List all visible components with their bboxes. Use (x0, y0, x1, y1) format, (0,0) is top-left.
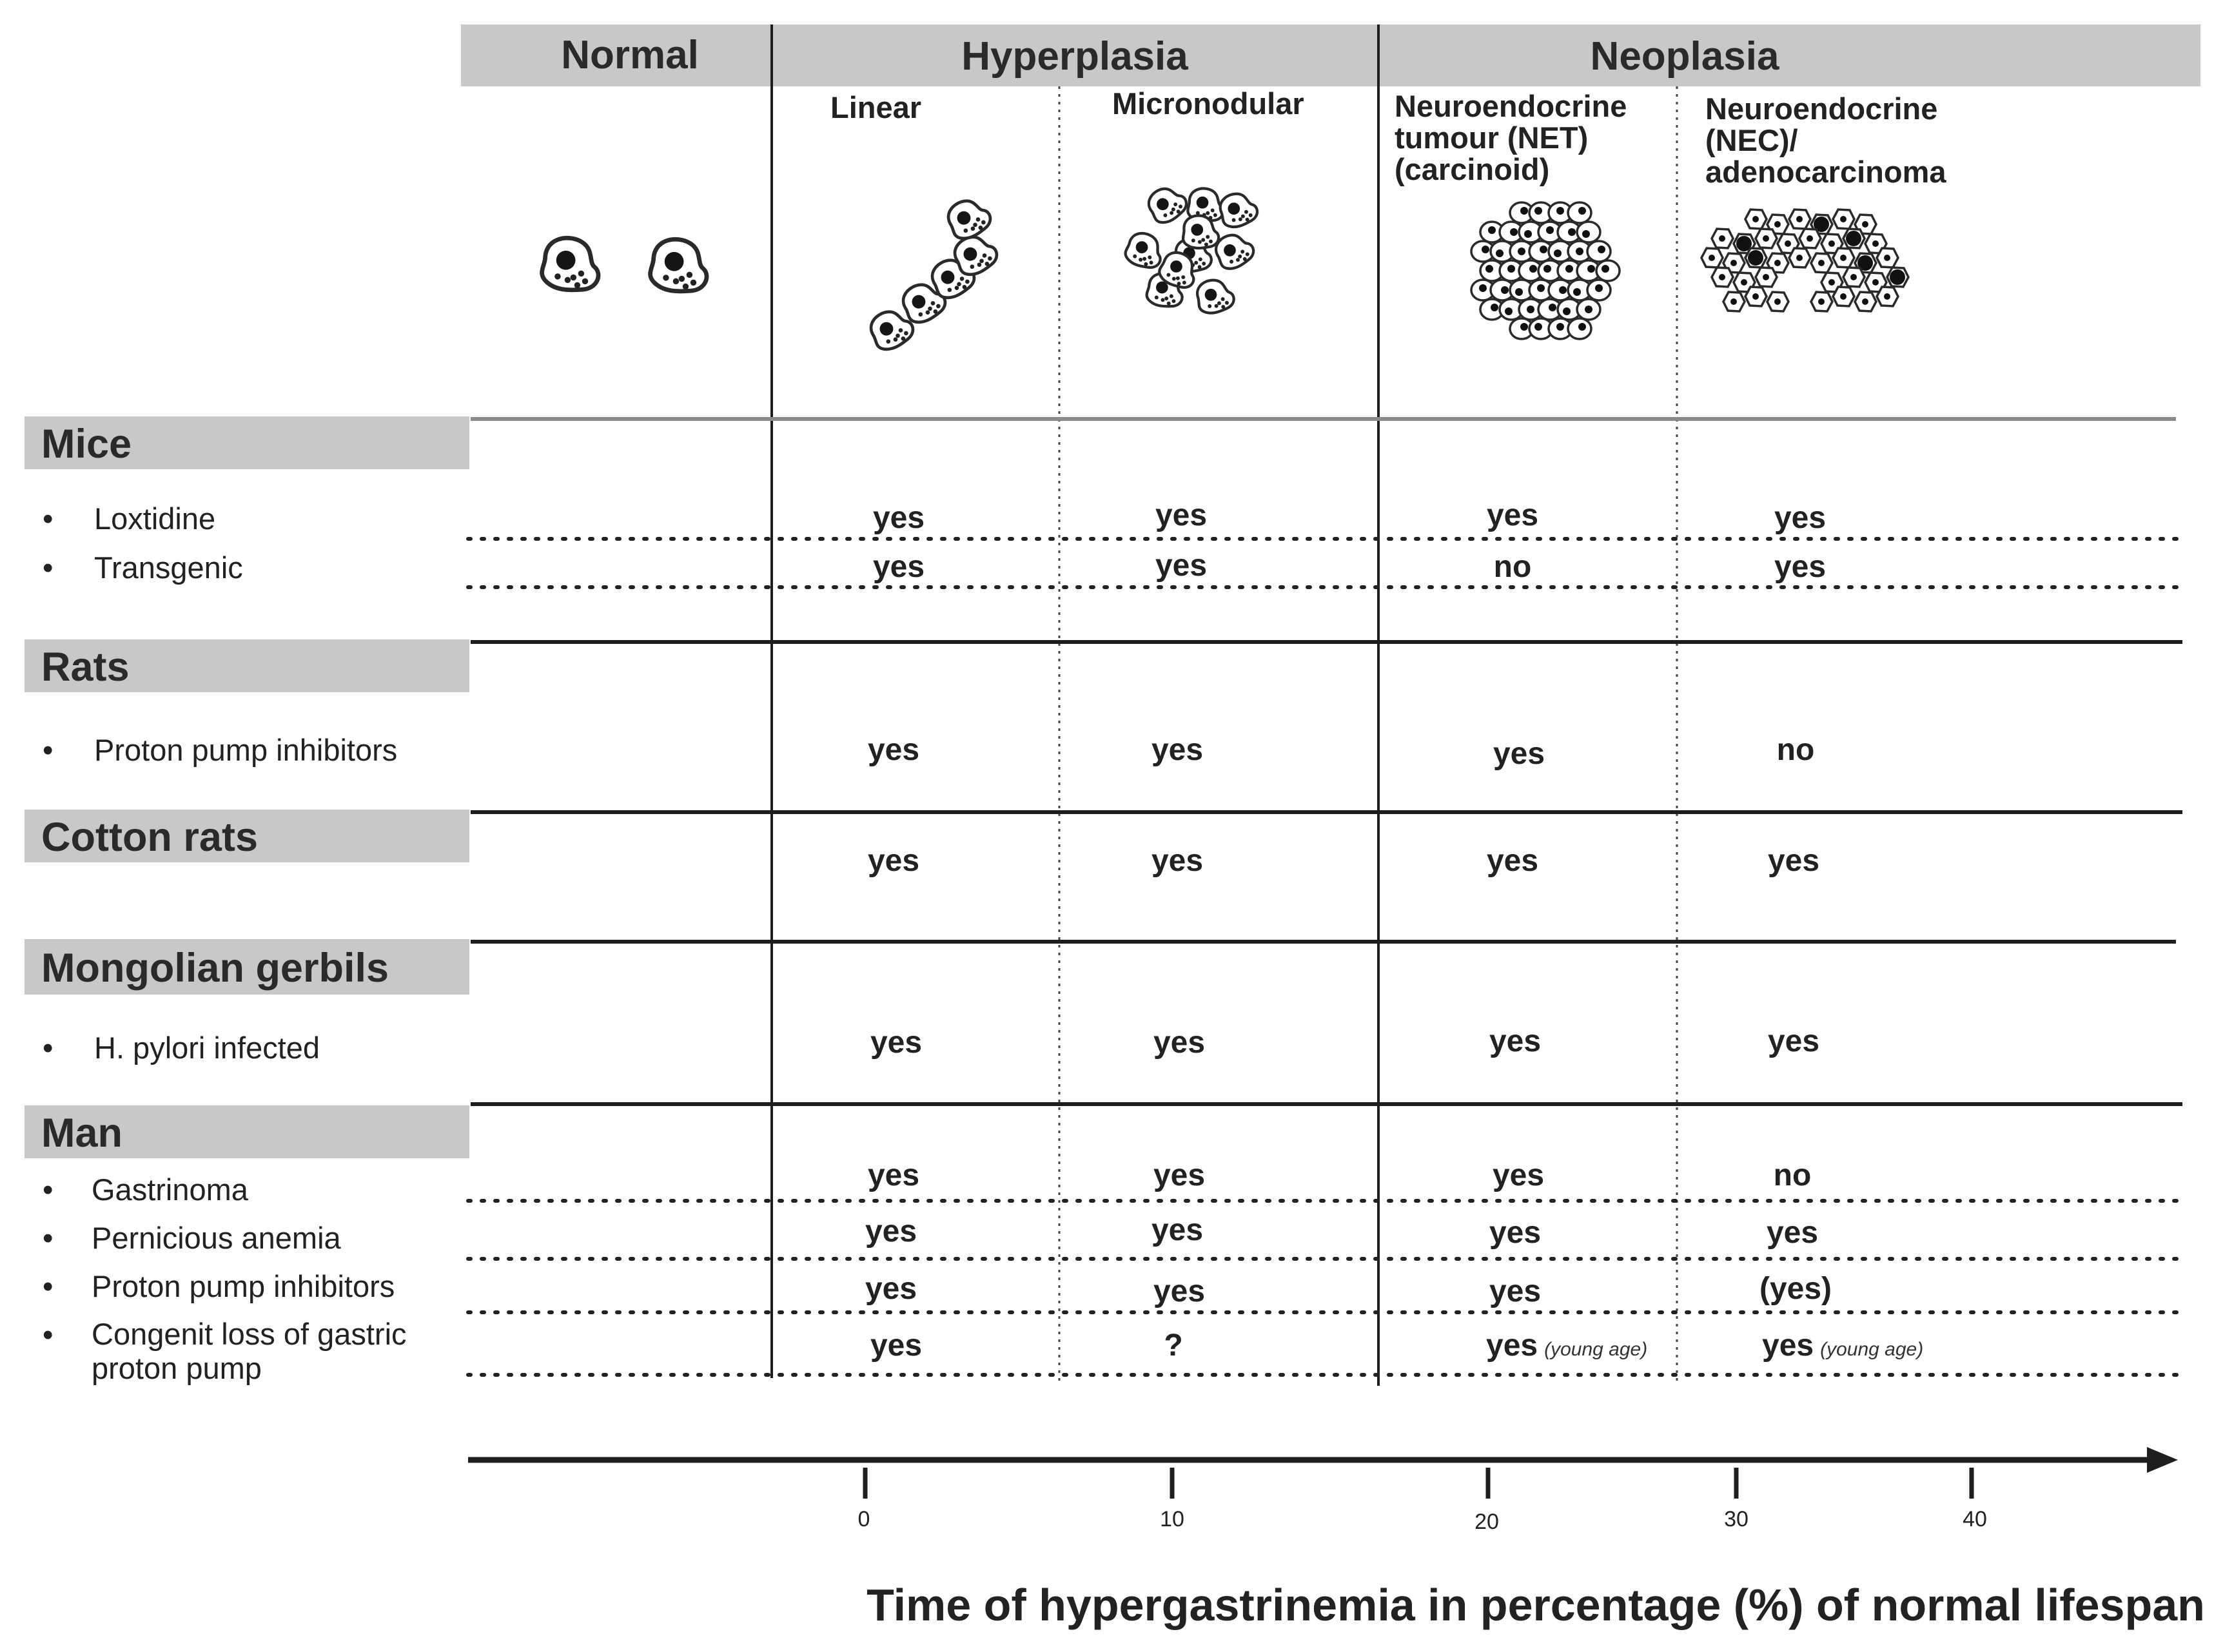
net-cell-nucleus (1556, 207, 1564, 215)
nec-cell-nucleus (1818, 298, 1825, 305)
cell-transgenic-linear: yes (872, 550, 925, 584)
nec-cell-nucleus (1884, 293, 1890, 300)
row-bullet-transgenic: • (43, 550, 54, 585)
nec-cell-nucleus (1719, 235, 1725, 242)
group-title-mice: Mice (41, 422, 132, 467)
cell-congenital-net-note: (young age) (1544, 1339, 1648, 1360)
cell-cotton-net: yes (1486, 844, 1539, 878)
net-cell-nucleus (1488, 226, 1496, 234)
net-cell-nucleus (1518, 248, 1525, 255)
cell-transgenic-net: no (1493, 550, 1532, 584)
cell-pernicious-linear: yes (865, 1214, 917, 1249)
net-cell-nucleus (1534, 323, 1542, 331)
tick-label-30: 30 (1724, 1507, 1749, 1531)
row-label-gastrinoma: Gastrinoma (92, 1172, 248, 1207)
header-neoplasia: Neoplasia (1590, 34, 1779, 79)
nec-cell-nucleus (1785, 240, 1791, 247)
nec-cell-nucleus (1774, 260, 1781, 266)
net-cell-nucleus (1576, 248, 1583, 255)
nec-cell-nucleus (1763, 274, 1769, 280)
cell-congenital-net (1486, 1328, 1647, 1363)
cell-hpylori-nec: yes (1767, 1024, 1820, 1058)
net-cell-nucleus (1527, 306, 1534, 313)
axis-arrowhead (2147, 1447, 2178, 1473)
nec-cell-nucleus (1890, 269, 1905, 285)
cell-cotton-linear: yes (867, 844, 920, 878)
cell-rats-ppi-net: yes (1493, 737, 1545, 771)
net-cluster-illustration (1471, 202, 1620, 339)
row-label-congenital-line-1: Congenit loss of gastric (92, 1317, 407, 1351)
nec-cell-nucleus (1840, 255, 1847, 261)
row-label-hpylori: H. pylori infected (94, 1031, 320, 1065)
row-bullet-pernicious: • (43, 1221, 54, 1255)
row-bullet-hpylori: • (43, 1031, 54, 1065)
cell-rats-ppi-micronodular: yes (1151, 733, 1204, 767)
nec-cell-nucleus (1846, 231, 1861, 246)
nec-cell-nucleus (1719, 274, 1725, 280)
net-cell-nucleus (1507, 265, 1515, 273)
net-cell-nucleus (1482, 246, 1489, 253)
subheader-micronodular: Micronodular (1112, 86, 1304, 121)
net-cell-nucleus (1565, 265, 1573, 273)
net-cell-nucleus (1529, 265, 1537, 273)
net-cell-nucleus (1491, 304, 1498, 311)
cell-congenital-linear: yes (870, 1328, 923, 1363)
nec-cell-nucleus (1828, 240, 1835, 247)
cell-man-ppi-micronodular: yes (1153, 1274, 1206, 1308)
cell-gastrinoma-micronodular: yes (1153, 1158, 1206, 1192)
net-cell-nucleus (1534, 207, 1542, 215)
cell-rats-ppi-nec: no (1776, 733, 1815, 767)
nec-cell-nucleus (1741, 279, 1747, 286)
net-cell-nucleus (1515, 288, 1523, 296)
row-label-loxtidine: • (43, 501, 54, 536)
cell-gastrinoma-net: yes (1492, 1158, 1545, 1192)
row-label-rats-ppi: Proton pump inhibitors (94, 733, 398, 767)
endocrine-cell (1195, 277, 1236, 315)
cell-rats-ppi-linear: yes (867, 733, 920, 767)
net-cell-nucleus (1554, 249, 1562, 257)
endocrine-cell (1217, 189, 1260, 230)
header-normal: Normal (561, 33, 699, 77)
endocrine-cell (1144, 181, 1191, 227)
cell-transgenic-nec: yes (1774, 550, 1827, 584)
subheader-net-line-1: Neuroendocrine (1395, 89, 1627, 123)
subheader-linear: Linear (830, 90, 922, 124)
net-cell-nucleus (1479, 284, 1487, 292)
net-cell-nucleus (1559, 286, 1567, 294)
nec-cell-nucleus (1730, 260, 1737, 266)
cell-congenital-nec (1762, 1328, 1923, 1363)
cell-cotton-micronodular: yes (1151, 844, 1204, 878)
net-cell-nucleus (1563, 307, 1571, 315)
net-cell-nucleus (1537, 284, 1545, 292)
cell-pernicious-micronodular: yes (1151, 1213, 1204, 1247)
nec-cell-nucleus (1840, 293, 1847, 300)
cell-loxtidine-net: yes (1486, 498, 1539, 532)
net-cell-nucleus (1501, 286, 1509, 294)
cell-loxtidine-micronodular: yes (1155, 498, 1208, 532)
net-cell-nucleus (1540, 246, 1547, 253)
nec-cell-nucleus (1763, 235, 1769, 242)
cell-man-ppi-net: yes (1489, 1274, 1542, 1308)
net-cell-nucleus (1598, 246, 1605, 253)
tick-label-0: 0 (857, 1507, 870, 1531)
group-title-gerbils: Mongolian gerbils (41, 946, 389, 991)
cell-pernicious-nec: yes (1766, 1216, 1819, 1250)
row-label-congenital-line-2: proton pump (92, 1351, 262, 1385)
cell-man-ppi-linear: yes (865, 1272, 917, 1306)
subheader-nec (1705, 93, 1946, 188)
subheader-nec-line-1: Neuroendocrine (1705, 92, 1938, 126)
cell-pernicious-net: yes (1489, 1216, 1542, 1250)
nec-cell-nucleus (1862, 221, 1868, 228)
net-cell-nucleus (1587, 265, 1595, 273)
net-cell-nucleus (1520, 323, 1528, 331)
nec-cell-nucleus (1796, 216, 1803, 222)
endocrine-cell (540, 234, 604, 295)
net-cell-nucleus (1524, 230, 1532, 238)
net-cell-nucleus (1585, 306, 1592, 313)
normal-cells-illustration (540, 234, 712, 296)
net-cell-nucleus (1573, 288, 1581, 296)
nec-cell-nucleus (1730, 298, 1737, 305)
linear-hyperplasia-illustration (866, 193, 1001, 354)
nec-cell-nucleus (1862, 298, 1868, 305)
subheader-net-line-3: (carcinoid) (1395, 152, 1550, 186)
endocrine-cell (943, 193, 995, 243)
net-cell-nucleus (1578, 323, 1586, 331)
cell-hpylori-net: yes (1489, 1024, 1542, 1058)
nec-cell-nucleus (1840, 216, 1847, 222)
tick-label-40: 40 (1963, 1507, 1987, 1531)
nec-cell-nucleus (1850, 274, 1857, 280)
nec-cell-nucleus (1709, 255, 1715, 261)
row-bullet-rats-ppi: • (43, 733, 54, 767)
cell-loxtidine-linear: yes (872, 501, 925, 535)
nec-cell-nucleus (1774, 298, 1781, 305)
subheader-net-line-2: tumour (NET) (1395, 121, 1589, 155)
cell-man-ppi-nec: (yes) (1759, 1272, 1832, 1306)
net-cell-nucleus (1549, 304, 1556, 311)
nec-cell-nucleus (1818, 260, 1825, 266)
row-bullet-gastrinoma: • (43, 1172, 54, 1207)
net-cell-nucleus (1510, 228, 1518, 236)
cell-transgenic-micronodular: yes (1155, 549, 1208, 583)
net-cell-nucleus (1520, 207, 1528, 215)
nec-cell-nucleus (1748, 250, 1763, 266)
cell-hpylori-linear: yes (870, 1025, 923, 1060)
nec-cell-nucleus (1807, 235, 1813, 242)
cell-gastrinoma-linear: yes (867, 1158, 920, 1192)
cell-gastrinoma-nec: no (1773, 1158, 1812, 1192)
header-hyperplasia: Hyperplasia (961, 34, 1188, 79)
axis-title: Time of hypergastrinemia in percentage (%) of normal lifespan (867, 1580, 2205, 1630)
cell-congenital-net-value: yes (1486, 1328, 1538, 1363)
nec-cell-nucleus (1884, 255, 1890, 261)
cell-hpylori-micronodular: yes (1153, 1025, 1206, 1060)
subheader-nec-line-2: (NEC)/ (1705, 123, 1798, 157)
net-cell-nucleus (1496, 249, 1504, 257)
cell-congenital-micronodular: ? (1164, 1328, 1183, 1363)
subheader-net (1395, 90, 1627, 185)
group-title-man: Man (41, 1111, 122, 1156)
net-cell-nucleus (1505, 307, 1513, 315)
cell-congenital-nec-note: (young age) (1820, 1339, 1924, 1360)
row-label-transgenic: Transgenic (94, 550, 243, 585)
row-bullet-man-ppi: • (43, 1269, 54, 1303)
nec-cell-nucleus (1752, 216, 1759, 222)
group-title-cotton-rats: Cotton rats (41, 815, 258, 860)
row-label-pernicious: Pernicious anemia (92, 1221, 341, 1255)
group-title-rats: Rats (41, 645, 130, 690)
tick-label-10: 10 (1160, 1507, 1184, 1531)
cell-loxtidine-nec: yes (1774, 501, 1827, 535)
net-cell-nucleus (1485, 265, 1493, 273)
nec-cell-nucleus (1872, 279, 1879, 286)
subheader-nec-line-3: adenocarcinoma (1705, 155, 1946, 189)
row-label-loxtidine-text: Loxtidine (94, 501, 216, 536)
net-cell-nucleus (1602, 265, 1609, 273)
net-cell-nucleus (1582, 230, 1590, 238)
nec-cell-nucleus (1796, 255, 1803, 261)
header-bar (461, 24, 2200, 86)
nec-cell-nucleus (1828, 279, 1835, 286)
net-cell-nucleus (1556, 323, 1564, 331)
net-cell-nucleus (1568, 228, 1576, 236)
nec-cell-nucleus (1872, 240, 1879, 247)
net-cell-nucleus (1546, 226, 1554, 234)
net-cell-nucleus (1578, 207, 1586, 215)
row-bullet-congenital: • (43, 1317, 54, 1352)
cell-cotton-nec: yes (1767, 844, 1820, 878)
tick-label-20: 20 (1474, 1510, 1499, 1534)
nec-cell-nucleus (1774, 221, 1781, 228)
net-cell-nucleus (1595, 284, 1603, 292)
row-label-congenital (92, 1317, 407, 1385)
row-label-man-ppi: Proton pump inhibitors (92, 1269, 395, 1303)
net-cell-nucleus (1543, 265, 1551, 273)
micronodular-hyperplasia-illustration (1122, 181, 1260, 316)
nec-cluster-illustration (1701, 209, 1908, 311)
endocrine-cell (648, 235, 712, 296)
cell-congenital-nec-value: yes (1762, 1328, 1814, 1363)
nec-cell-nucleus (1752, 293, 1759, 300)
